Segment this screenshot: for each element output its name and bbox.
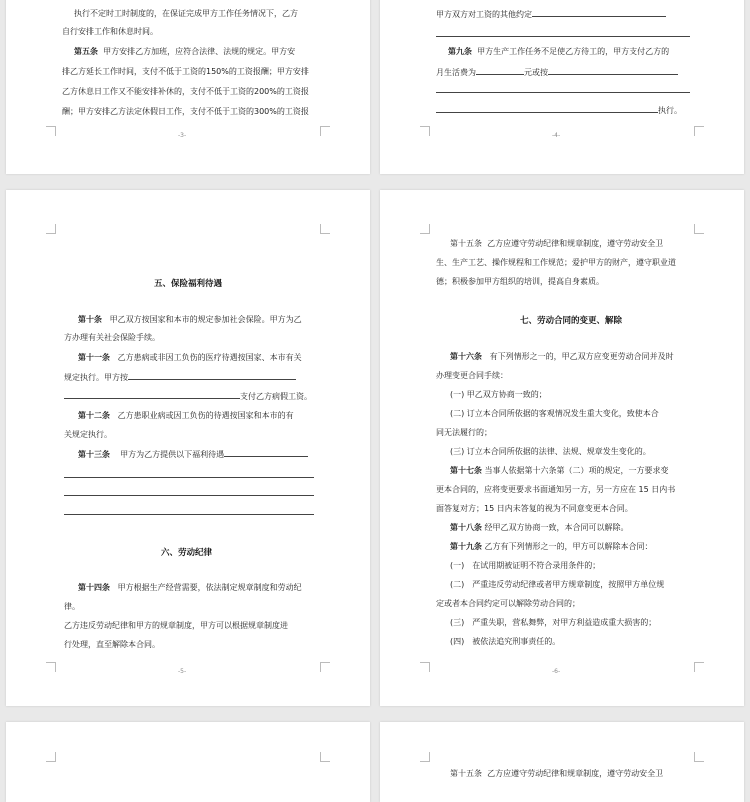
page-number: -6- (552, 668, 561, 675)
page-number: -4- (552, 132, 561, 139)
document-page-3 (6, 0, 370, 174)
article-14 (78, 582, 302, 594)
margin-corner-mark (320, 224, 330, 234)
section-heading: 七、劳动合同的变更、解除 (520, 316, 623, 326)
fill-blank-line (436, 36, 690, 37)
page-number: -5- (178, 668, 187, 675)
paragraph-line: 酬；甲方安排乙方法定休假日工作，支付不低于工资的300%的工资报 (62, 107, 309, 116)
article-13 (78, 448, 308, 461)
article-number: 第五条 (74, 47, 98, 56)
paragraph-line: 乙方患职业病或因工负伤的待遇按国家和本市的有 (117, 411, 294, 420)
article-number: 第十五条 (450, 769, 482, 778)
paragraph-line: 方办理有关社会保险手续。 (64, 333, 160, 342)
article-15 (450, 768, 663, 780)
article-12 (78, 410, 294, 422)
paragraph-line: 律。 (64, 602, 80, 611)
margin-corner-mark (694, 662, 704, 672)
paragraph-line: 当事人依据第十六条第（二）项的规定，一方要求变 (484, 466, 669, 475)
paragraph-line: 经甲乙双方协商一致，本合同可以解除。 (484, 523, 629, 532)
margin-corner-mark (46, 662, 56, 672)
paragraph-text: 执行。 (658, 106, 682, 115)
article-15 (450, 238, 663, 250)
fill-blank-line (64, 477, 314, 478)
article-number: 第九条 (448, 47, 472, 56)
margin-corner-mark (420, 752, 430, 762)
article-19 (450, 541, 653, 553)
paragraph-line: 面答复对方；15 日内未答复的视为不同意变更本合同。 (436, 504, 633, 513)
paragraph-line: 更本合同的，应将变更要求书面通知另一方，另一方应在 15 日内书 (436, 485, 676, 494)
document-page-5 (6, 190, 370, 706)
list-item: (二) 订立本合同所依据的客观情况发生重大变化，致使本合 (450, 409, 659, 418)
margin-corner-mark (694, 752, 704, 762)
article-number: 第十条 (78, 315, 102, 324)
list-item: (三) 订立本合同所依据的法律、法规、规章发生变化的。 (450, 447, 651, 456)
paragraph-line: 自行安排工作和休息时间。 (62, 27, 158, 36)
article-number: 第十五条 (450, 239, 482, 248)
fill-blank-line (436, 92, 690, 93)
paragraph-line: 定或者本合同约定可以解除劳动合同的； (436, 599, 580, 608)
document-page-4 (380, 0, 744, 174)
fill-blank (128, 371, 296, 380)
paragraph-line: 乙方违反劳动纪律和甲方的规章制度，甲方可以根据规章制度进 (64, 621, 288, 630)
article-number: 第十七条 (450, 466, 482, 475)
paragraph-line: 甲方生产工作任务不足使乙方待工的，甲方支付乙方的 (477, 47, 670, 56)
paragraph-line: 行处理，直至解除本合同。 (64, 640, 160, 649)
paragraph-text: 甲方双方对工资的其他约定 (436, 10, 532, 19)
paragraph-line: 德；积极参加甲方组织的培训，提高自身素质。 (436, 277, 604, 286)
article-number: 第十三条 (78, 450, 110, 459)
paragraph-text: 支付乙方病假工资。 (240, 392, 312, 401)
paragraph-line: 甲乙双方按国家和本市的规定参加社会保险。甲方为乙 (109, 315, 302, 324)
paragraph-text: 月生活费为 (436, 68, 476, 77)
article-number: 第十一条 (78, 353, 110, 362)
page-number: -3- (178, 132, 187, 139)
fill-blank (476, 66, 524, 75)
article-16 (450, 351, 674, 363)
document-page-7 (6, 722, 370, 802)
list-item: (三) 严重失职，营私舞弊，对甲方利益造成重大损害的； (450, 618, 657, 627)
article-11 (78, 352, 302, 364)
article-9 (448, 46, 669, 58)
document-page-8 (380, 722, 744, 802)
article-5 (74, 46, 295, 58)
paragraph-line: 同无法履行的； (436, 428, 492, 437)
margin-corner-mark (420, 126, 430, 136)
article-18 (450, 522, 629, 534)
fill-blank (532, 8, 666, 17)
margin-corner-mark (320, 752, 330, 762)
article-number: 第十八条 (450, 523, 482, 532)
paragraph-line: 生、生产工艺、操作规程和工作规范；爱护甲方的财产，遵守职业道 (436, 258, 676, 267)
margin-corner-mark (46, 224, 56, 234)
list-item: (一) 甲乙双方协商一致的； (450, 390, 547, 399)
paragraph-line: 有下列情形之一的，甲乙双方应变更劳动合同并及时 (489, 352, 674, 361)
paragraph-line: 乙方应遵守劳动纪律和规章制度，遵守劳动安全卫 (487, 769, 664, 778)
paragraph-line: 关规定执行。 (64, 430, 112, 439)
article-10 (78, 314, 302, 326)
paragraph-line: 甲方安排乙方加班，应符合法律、法规的规定。甲方安 (103, 47, 296, 56)
section-heading: 五、保险福利待遇 (154, 279, 223, 289)
fill-blank (64, 390, 240, 399)
paragraph-line: 甲方根据生产经营需要，依法制定规章制度和劳动纪 (117, 583, 302, 592)
paragraph-line: 乙方应遵守劳动纪律和规章制度，遵守劳动安全卫 (487, 239, 664, 248)
paragraph-line (436, 66, 678, 79)
paragraph-line: 排乙方延长工作时间，支付不低于工资的150%的工资报酬；甲方安排 (62, 67, 309, 76)
paragraph-line: 办理变更合同手续： (436, 371, 508, 380)
document-page-6 (380, 190, 744, 706)
paragraph-text: 规定执行。甲方按 (64, 373, 128, 382)
fill-blank (548, 66, 678, 75)
paragraph-line (64, 390, 312, 403)
paragraph-line: 乙方有下列情形之一的，甲方可以解除本合同： (484, 542, 653, 551)
paragraph-text: 甲方为乙方提供以下福利待遇 (120, 450, 225, 459)
article-number: 第十四条 (78, 583, 110, 592)
margin-corner-mark (320, 126, 330, 136)
article-17 (450, 465, 669, 477)
fill-blank-line (64, 514, 314, 515)
paragraph-line (436, 8, 666, 21)
margin-corner-mark (46, 126, 56, 136)
margin-corner-mark (420, 224, 430, 234)
margin-corner-mark (420, 662, 430, 672)
paragraph-line (64, 371, 296, 384)
article-number: 第十九条 (450, 542, 482, 551)
margin-corner-mark (320, 662, 330, 672)
margin-corner-mark (694, 224, 704, 234)
margin-corner-mark (46, 752, 56, 762)
list-item: (四) 被依法追究刑事责任的。 (450, 637, 561, 646)
article-number: 第十二条 (78, 411, 110, 420)
fill-blank (224, 448, 308, 457)
section-heading: 六、劳动纪律 (161, 548, 213, 558)
paragraph-line: 乙方休息日工作又不能安排补休的，支付不低于工资的200%的工资报 (62, 87, 309, 96)
margin-corner-mark (694, 126, 704, 136)
list-item: (二) 严重违反劳动纪律或者甲方规章制度，按照甲方单位规 (450, 580, 665, 589)
fill-blank-line (64, 495, 314, 496)
paragraph-line (436, 104, 682, 117)
fill-blank (436, 104, 658, 113)
paragraph-line: 乙方患病或非因工负伤的医疗待遇按国家、本市有关 (117, 353, 302, 362)
article-number: 第十六条 (450, 352, 482, 361)
list-item: (一) 在试用期被证明不符合录用条件的； (450, 561, 601, 570)
paragraph-text: 元或按 (524, 68, 548, 77)
paragraph-line: 执行不定时工时制度的，在保证完成甲方工作任务情况下，乙方 (74, 9, 298, 18)
